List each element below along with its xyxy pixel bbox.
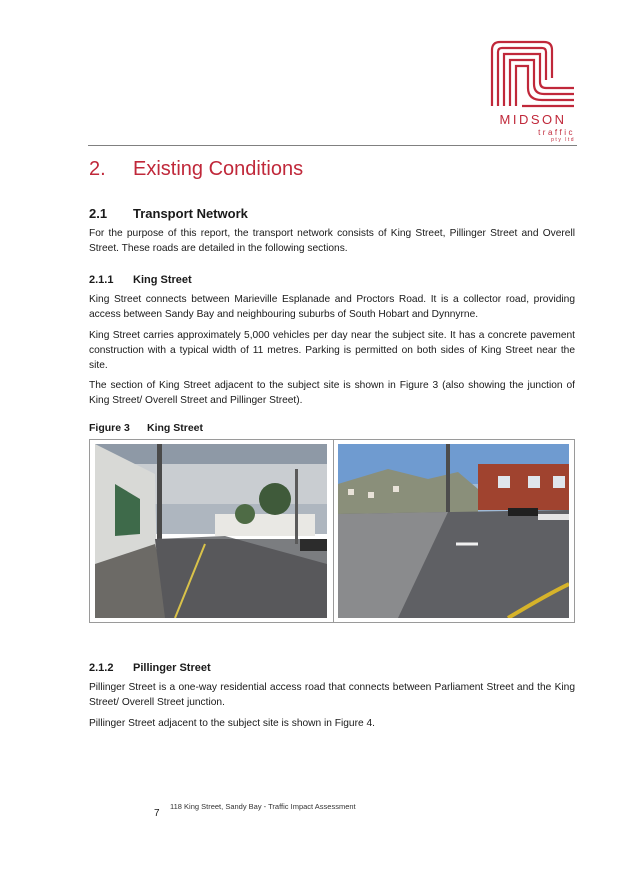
section-number: 2. [89, 158, 106, 180]
logo-name: MIDSON [499, 112, 567, 127]
king-street-number: 2.1.1 [89, 274, 114, 286]
king-street-photo-left [95, 444, 327, 618]
pillinger-street-number: 2.1.2 [89, 662, 114, 674]
king-street-photo-right [338, 444, 569, 618]
pillinger-street-heading [89, 662, 211, 674]
pillinger-street-paragraph-1: Pillinger Street is a one-way residential access road that connects between Parliament Street and the King Street/ Overell Street junction. [89, 682, 575, 708]
transport-network-paragraph: For the purpose of this report, the transport network consists of King Street, Pillinger Street and Overell Street. These roads are detailed in the following sections. [89, 228, 575, 254]
king-street-paragraph-1: King Street connects between Marieville Esplanade and Proctors Road. It is a collector road, providing access between Sandy Bay and neighbouring suburbs of South Hobart and Dynnyrne. [89, 294, 575, 320]
transport-network-heading [89, 206, 248, 221]
pillinger-street-title: Pillinger Street [133, 662, 211, 674]
section-title: Existing Conditions [133, 158, 304, 180]
king-street-title: King Street [133, 274, 192, 286]
header-rule [88, 145, 577, 146]
logo-company-suffix: pty ltd [551, 137, 575, 143]
section-heading [89, 158, 303, 181]
transport-network-number: 2.1 [89, 206, 108, 221]
figure-divider [333, 440, 334, 622]
figure-label: Figure 3 [89, 422, 130, 434]
logo-subtitle: traffic [538, 128, 575, 137]
transport-network-title: Transport Network [133, 206, 248, 221]
figure-frame [89, 439, 575, 623]
company-logo [486, 38, 578, 143]
figure-title: King Street [147, 422, 204, 434]
king-street-paragraph-3: The section of King Street adjacent to the subject site is shown in Figure 3 (also showing the junction of King Street/ Overell Street and Pillinger Street). [89, 380, 575, 406]
pillinger-street-paragraph-2: Pillinger Street adjacent to the subject site is shown in Figure 4. [89, 718, 375, 729]
figure-caption [89, 422, 203, 434]
king-street-heading [89, 274, 192, 286]
king-street-paragraph-2: King Street carries approximately 5,000 vehicles per day near the subject site. It has a concrete pavement construction with a typical width of 11 metres. Parking is permitted on both sides of King Street near the site. [89, 330, 575, 371]
page-number: 7 [154, 808, 160, 819]
midson-logo-mark-icon [486, 38, 578, 108]
footer-document-title: 118 King Street, Sandy Bay - Traffic Impact Assessment [170, 802, 356, 811]
